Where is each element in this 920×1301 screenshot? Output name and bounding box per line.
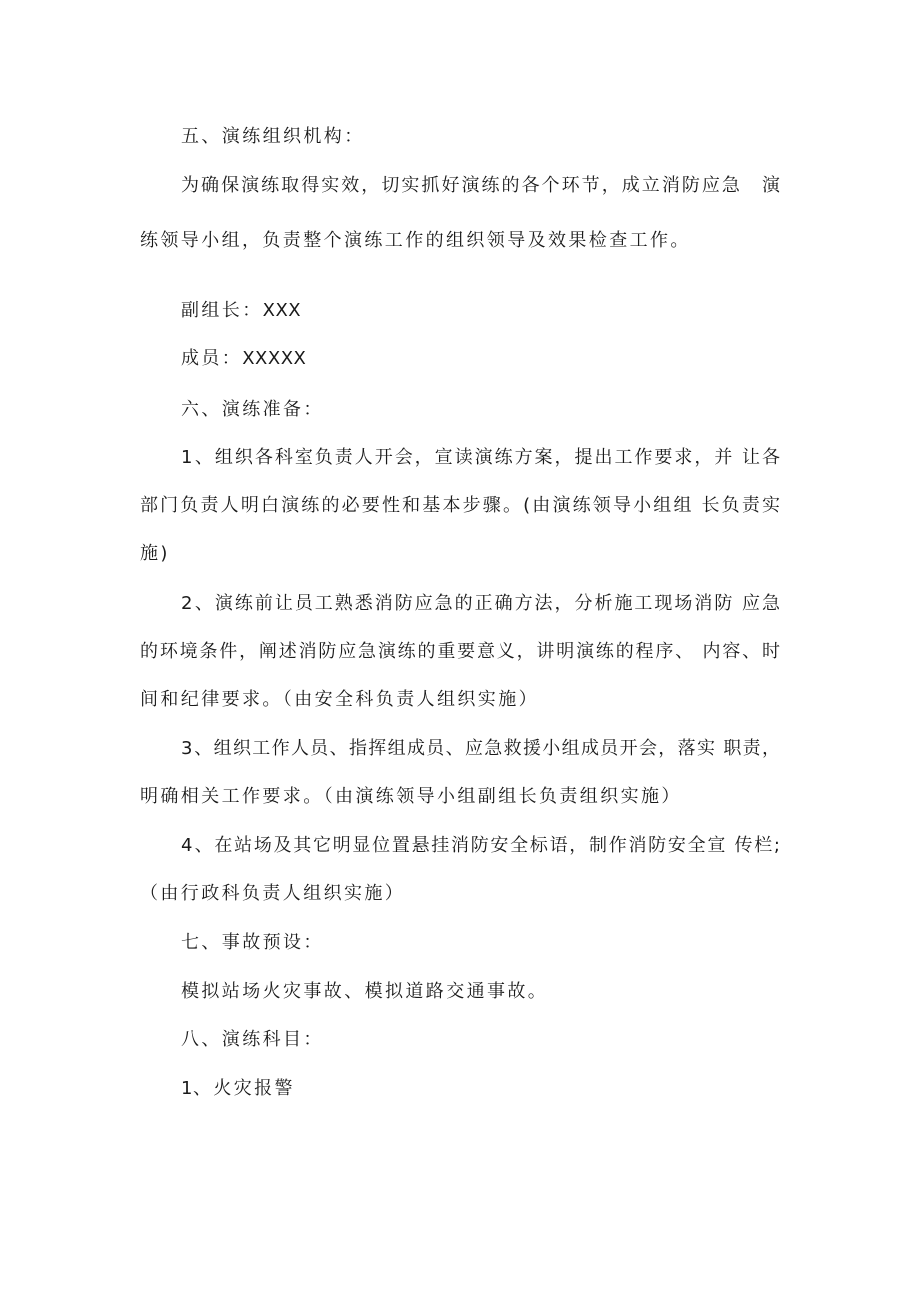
item4-line1-text: 、在站场及其它明显位置悬挂消防安全标语，制作消防安全宣 传栏; [192, 835, 780, 856]
section8-item1 [181, 1077, 295, 1101]
item1-line2: 部门负责人明白演练的必要性和基本步骤。(由演练领导小组组 长负责实 [140, 495, 780, 516]
deputy-leader-label: 副组长： [181, 300, 263, 321]
section6-heading: 六、演练准备： [181, 399, 324, 420]
deputy-leader-line [181, 299, 301, 323]
item3-line1-text: 、组织工作人员、指挥组成员、应急救援小组成员开会，落实 职责， [192, 738, 780, 759]
item1-number: 1 [181, 447, 193, 468]
item2-line1-text: 、演练前让员工熟悉消防应急的正确方法，分析施工现场消防 应急 [192, 593, 780, 614]
item3-number: 3 [181, 738, 193, 759]
item2-line1 [181, 592, 780, 616]
section5-heading: 五、演练组织机构： [181, 126, 365, 147]
section7-heading: 七、事故预设： [181, 932, 324, 953]
section7-text: 模拟站场火灾事故、模拟道路交通事故。 [181, 981, 549, 1002]
item4-line1 [181, 834, 780, 858]
members-line [181, 347, 306, 371]
deputy-leader-value: XXX [262, 300, 302, 321]
section5-para-line2: 练领导小组，负责整个演练工作的组织领导及效果检查工作。 [140, 230, 691, 251]
item2-line3: 间和纪律要求。（由安全科负责人组织实施） [140, 689, 539, 710]
item1-line3: 施) [140, 543, 170, 564]
item4-number: 4 [181, 835, 193, 856]
section5-para-line1: 为确保演练取得实效，切实抓好演练的各个环节，成立消防应急 演 [181, 175, 780, 196]
item2-line2: 的环境条件，阐述消防应急演练的重要意义，讲明演练的程序、 内容、时 [140, 641, 780, 662]
item3-line1 [181, 737, 780, 761]
item3-line2: 明确相关工作要求。（由演练领导小组副组长负责组织实施） [140, 786, 682, 807]
item1-line1-text: 、组织各科室负责人开会，宣读演练方案，提出工作要求，并 让各 [192, 447, 780, 468]
section8-item1-number: 1 [181, 1078, 193, 1099]
item1-line1 [181, 446, 780, 470]
item2-number: 2 [181, 593, 193, 614]
section8-heading: 八、演练科目： [181, 1029, 324, 1050]
section8-item1-text: 、火灾报警 [192, 1078, 295, 1099]
item4-line2: （由行政科负责人组织实施） [140, 883, 406, 904]
members-value: XXXXX [242, 348, 307, 369]
members-label: 成员： [181, 348, 243, 369]
